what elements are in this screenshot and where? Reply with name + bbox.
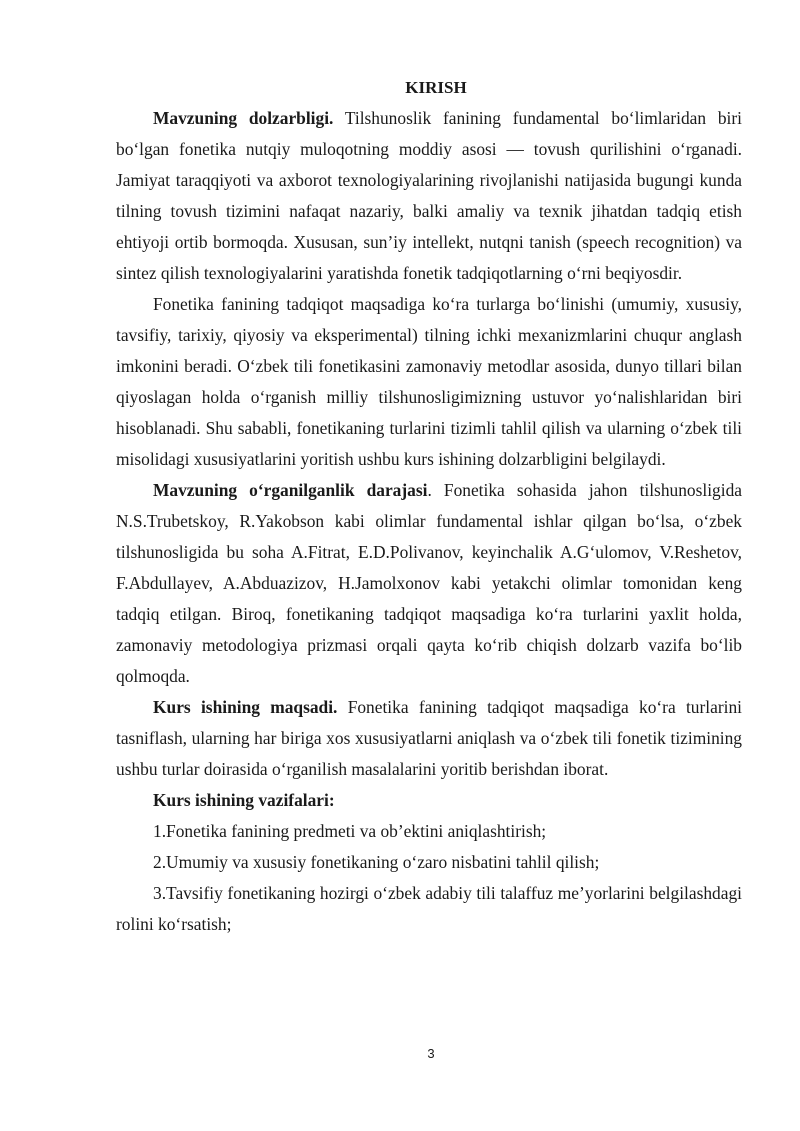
paragraph-lead: Mavzuning dolzarbligi.	[153, 108, 334, 128]
paragraph-text: Tilshunoslik fanining fundamental bo‘limlaridan biri bo‘lgan fonetika nutqiy muloqotning moddiy asosi — tovush qurilishini o‘rganadi. Jamiyat taraqqiyoti va axborot texnologiyalarining rivojlanishi natijasida bugungi kunda tilning tovush tizimini nafaqat nazariy, balki amaliy va texnik jihatdan tadqiq etish ehtiyoji ortib bormoqda. Xususan, sun’iy intellekt, nutqni tanish (speech recognition) va sintez qilish texnologiyalarini yaratishda fonetik tadqiqotlarning o‘rni beqiyosdir.	[116, 108, 742, 283]
paragraph-tasks-heading	[116, 785, 742, 816]
paragraph-text: Fonetika fanining tadqiqot maqsadiga ko‘ra turlarini tasniflash, ularning har biriga xos xususiyatlarni aniqlash va o‘zbek tili fonetik tizimining ushbu turlar doirasida o‘rganilish masalalarini yoritib berishdan iborat.	[116, 697, 742, 779]
section-heading: KIRISH	[405, 78, 467, 97]
paragraph-relevance	[116, 103, 742, 289]
task-item-3: 3.Tavsifiy fonetikaning hozirgi o‘zbek adabiy tili talaffuz me’yorlarini belgilashdagi rolini ko‘rsatish;	[116, 883, 742, 934]
paragraph-study-degree	[116, 475, 742, 692]
task-item-1: 1.Fonetika fanining predmeti va ob’ektini aniqlashtirish;	[153, 821, 547, 841]
paragraph-text: . Fonetika sohasida jahon tilshunosligida N.S.Trubetskoy, R.Yakobson kabi olimlar fundamental ishlar qilgan bo‘lsa, o‘zbek tilshunosligida bu soha A.Fitrat, E.D.Polivanov, keyinchalik A.G‘ulomov, V.Reshetov, F.Abdullayev, A.Abduazizov, H.Jamolxonov kabi yetakchi olimlar tomonidan keng tadqiq etilgan. Biroq, fonetikaning tadqiqot maqsadiga ko‘ra turlarini yaxlit holda, zamonaviy metodologiya prizmasi orqali qayta ko‘rib chiqish dolzarb vazifa bo‘lib qolmoqda.	[116, 480, 742, 686]
paragraph-classification	[116, 289, 742, 475]
task-item-2: 2.Umumiy va xususiy fonetikaning o‘zaro nisbatini tahlil qilish;	[153, 852, 600, 872]
paragraph-text: Fonetika fanining tadqiqot maqsadiga ko‘ra turlarga bo‘linishi (umumiy, xususiy, tavsifiy, tarixiy, qiyosiy va eksperimental) tilning ichki mexanizmlarini chuqur anglash imkonini beradi. O‘zbek tili fonetikasini zamonaviy metodlar asosida, dunyo tillari bilan qiyoslagan holda o‘rganish milliy tilshunosligimizning ustuvor yo‘nalishlaridan biri hisoblanadi. Shu sababli, fonetikaning turlarini tizimli tahlil qilish va ularning o‘zbek tili misolidagi xususiyatlarini yoritish ushbu kurs ishining dolzarbligini belgilaydi.	[116, 294, 742, 469]
paragraph-goal	[116, 692, 742, 785]
paragraph-lead: Kurs ishining maqsadi.	[153, 697, 338, 717]
paragraph-lead: Kurs ishining vazifalari:	[153, 790, 335, 810]
paragraph-lead: Mavzuning o‘rganilganlik darajasi	[153, 480, 428, 500]
document-page	[116, 73, 742, 940]
page-number: 3	[427, 1046, 435, 1061]
